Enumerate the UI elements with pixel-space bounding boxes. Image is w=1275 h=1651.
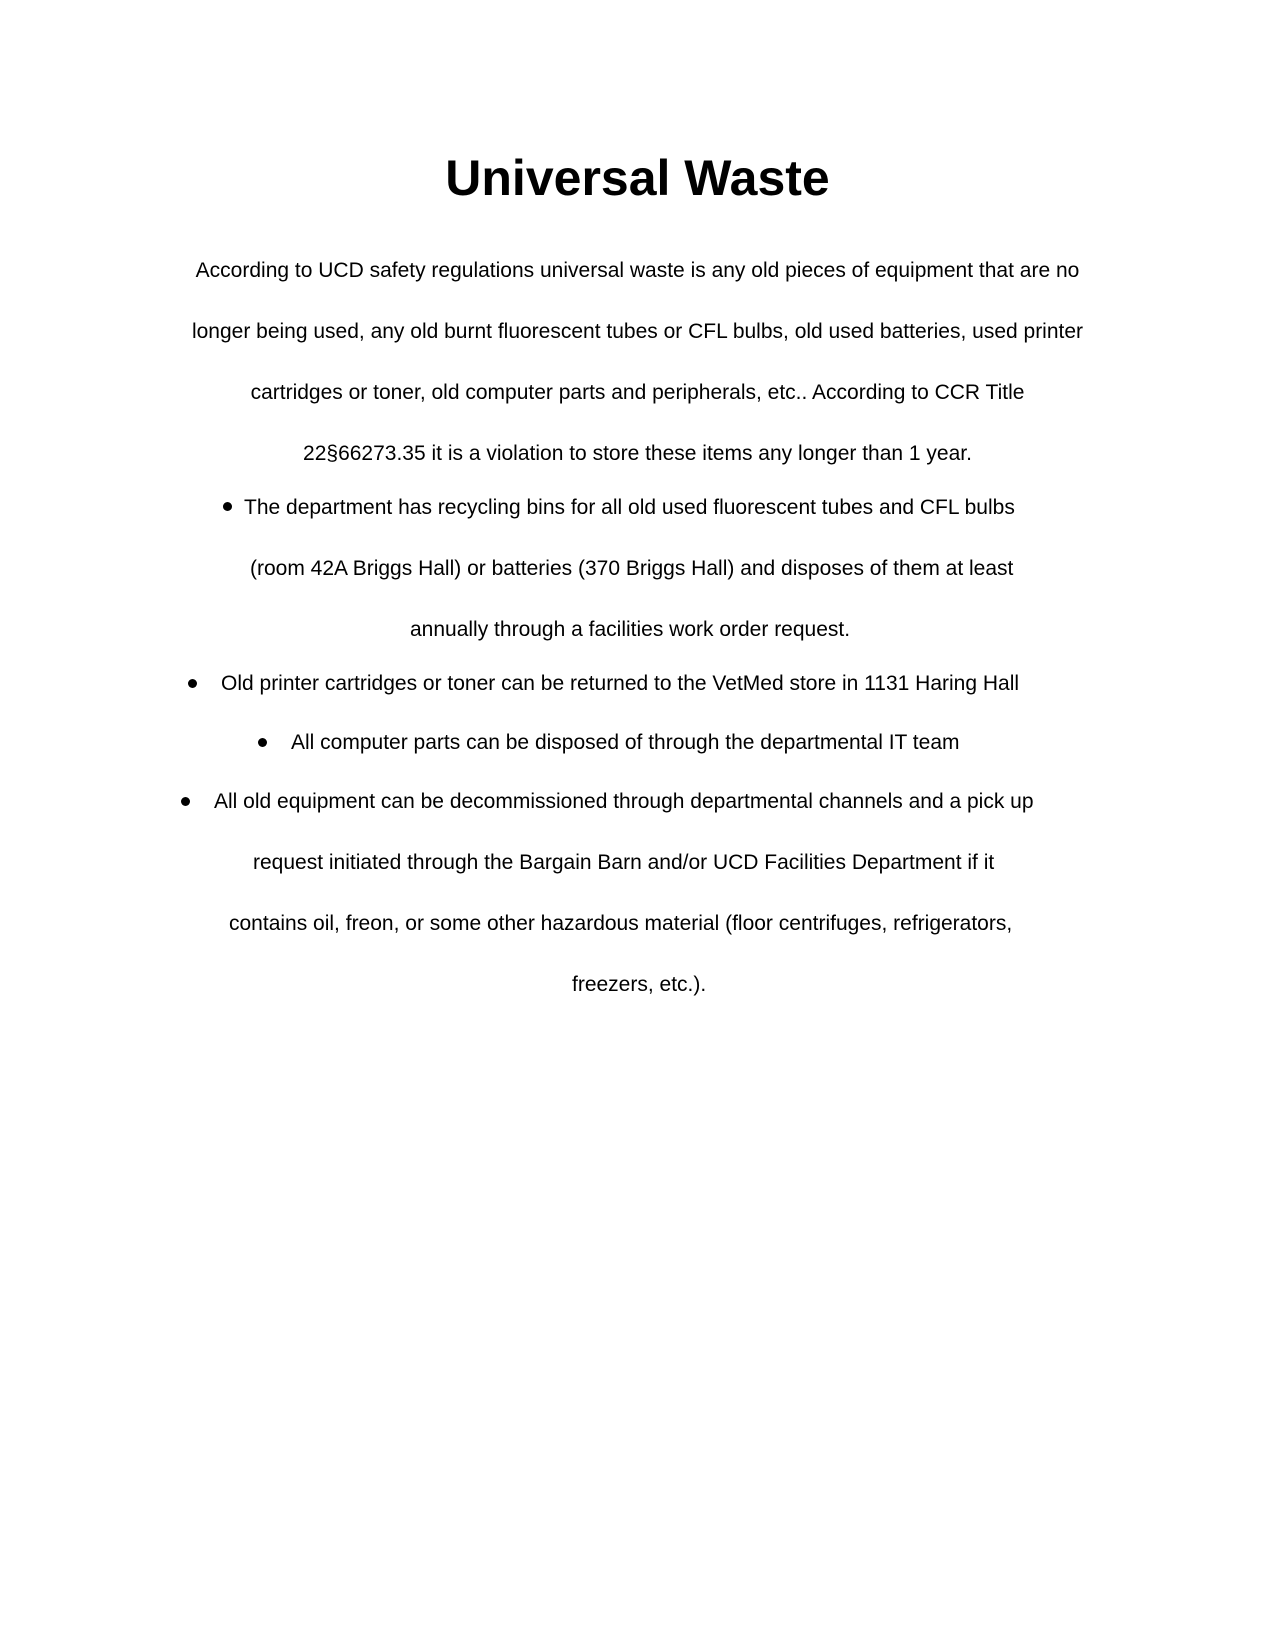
list-item-text [291,712,1091,773]
list-item-line: freezers, etc.). [572,973,707,996]
list-item-line: The department has recycling bins for all old used fluorescent tubes and CFL bulbs [244,496,1015,519]
list-item-line: All old equipment can be decommissioned through departmental channels and a pick up [214,790,1034,813]
list-item-text [244,477,1094,660]
list-item-line: request initiated through the Bargain Barn and/or UCD Facilities Department if it [253,851,995,874]
page-title: Universal Waste [445,150,830,206]
intro-paragraph [128,240,1147,484]
bullet-icon [258,738,267,747]
list-item-line: (room 42A Briggs Hall) or batteries (370 Briggs Hall) and disposes of them at least [250,557,1014,580]
list-item-line: Old printer cartridges or toner can be returned to the VetMed store in 1131 Haring Hall [221,672,1020,695]
list-item-line: annually through a facilities work order request. [410,618,851,641]
intro-line: 22§66273.35 it is a violation to store these items any longer than 1 year. [303,442,972,465]
list-item-line: contains oil, freon, or some other hazardous material (floor centrifuges, refrigerators, [229,912,1013,935]
intro-line: cartridges or toner, old computer parts and peripherals, etc.. According to CCR Title [250,381,1025,404]
intro-line: longer being used, any old burnt fluorescent tubes or CFL bulbs, old used batteries, used printer [191,320,1084,343]
bullet-icon [188,679,197,688]
bullet-icon [223,502,232,511]
bullet-icon [181,797,190,806]
list-item-text [214,771,1114,1015]
list-item-line: All computer parts can be disposed of through the departmental IT team [291,731,960,754]
intro-line: According to UCD safety regulations universal waste is any old pieces of equipment that are no [195,259,1080,282]
list-item-text [221,653,1121,714]
